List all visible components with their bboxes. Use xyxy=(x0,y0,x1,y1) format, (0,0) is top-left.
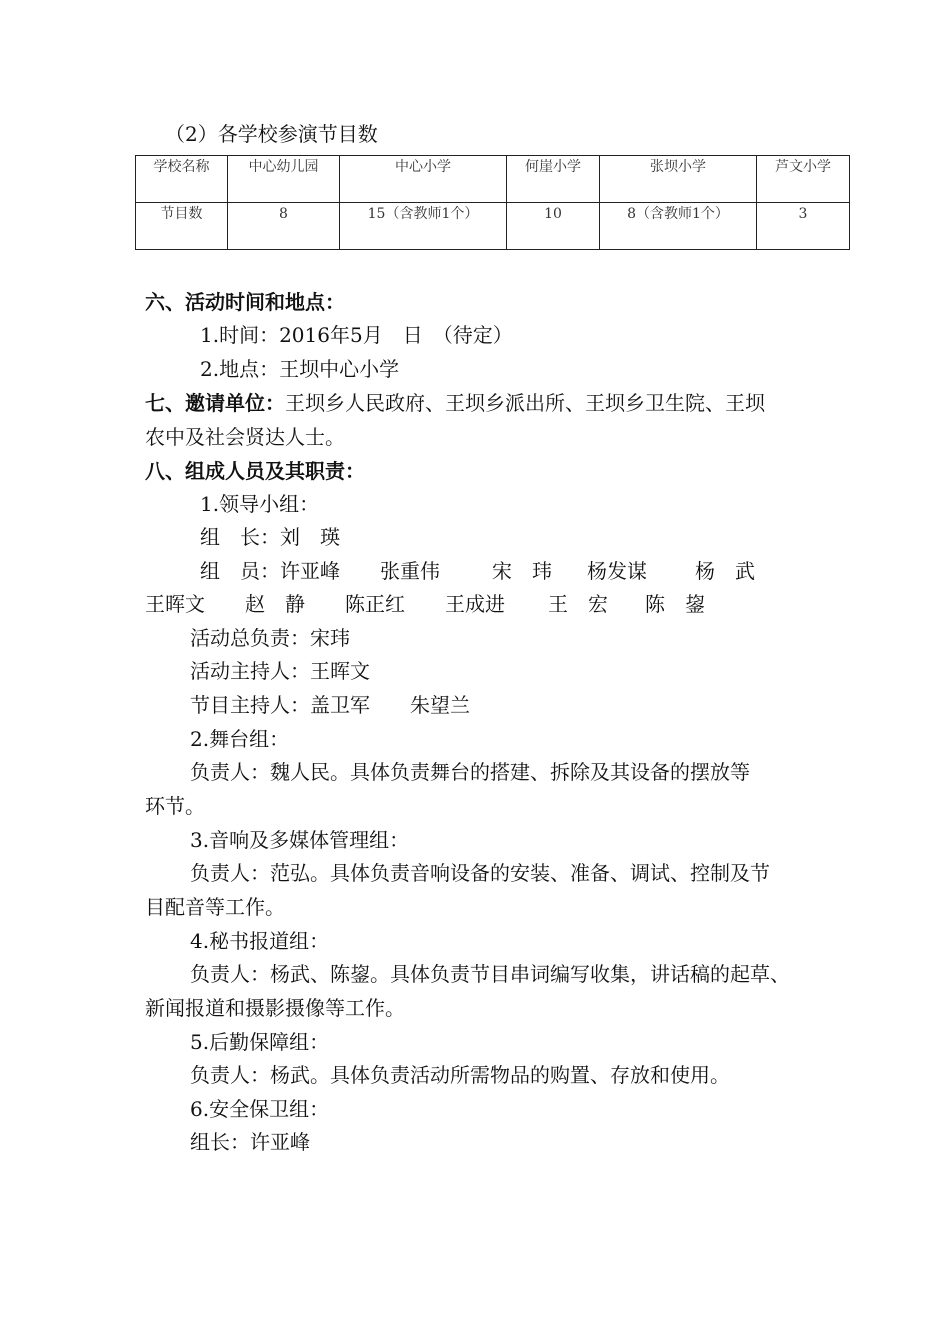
member-name: 杨发谋 xyxy=(587,559,647,583)
table-row xyxy=(136,203,850,250)
member-name: 陈 鋆 xyxy=(645,592,705,616)
table-header-cell: 芦文小学 xyxy=(757,156,850,203)
program-hosts: 节目主持人：盖卫军 朱望兰 xyxy=(190,693,470,717)
member-name: 许亚峰 xyxy=(280,559,340,583)
table-cell: 8（含教师1个） xyxy=(600,203,757,250)
sound-group-title: 3.音响及多媒体管理组： xyxy=(190,828,410,852)
member-name: 宋 玮 xyxy=(492,559,552,583)
sound-group-desc: 负责人：范弘。具体负责音响设备的安装、准备、调试、控制及节 xyxy=(190,861,770,885)
secretary-group-title: 4.秘书报道组： xyxy=(190,929,330,953)
members-label: 组 员： xyxy=(200,559,280,583)
section-6-heading: 六、活动时间和地点： xyxy=(145,290,345,314)
activity-place: 2.地点：王坝中心小学 xyxy=(200,357,400,381)
program-count-table xyxy=(135,155,850,250)
stage-group-title: 2.舞台组： xyxy=(190,727,290,751)
activity-host: 活动主持人：王晖文 xyxy=(190,659,370,683)
section-7-line-1 xyxy=(145,391,765,415)
members-line-1 xyxy=(200,559,755,583)
member-name: 王 宏 xyxy=(548,592,608,616)
section-7-heading: 七、邀请单位： xyxy=(145,391,285,415)
table-header-cell: 何崖小学 xyxy=(507,156,600,203)
logistics-group-desc: 负责人：杨武。具体负责活动所需物品的购置、存放和使用。 xyxy=(190,1063,730,1087)
table-cell: 15（含教师1个） xyxy=(340,203,507,250)
table-header-cell: 学校名称 xyxy=(136,156,228,203)
logistics-group-title: 5.后勤保障组： xyxy=(190,1030,330,1054)
group-leader: 组 长：刘 瑛 xyxy=(200,525,340,549)
table-cell: 10 xyxy=(507,203,600,250)
invited-units: 王坝乡人民政府、王坝乡派出所、王坝乡卫生院、王坝 xyxy=(285,391,765,415)
table-cell: 8 xyxy=(228,203,340,250)
table-title: （2）各学校参演节目数 xyxy=(165,122,378,146)
member-name: 陈正红 xyxy=(345,592,405,616)
member-name: 张重伟 xyxy=(380,559,440,583)
member-name: 杨 武 xyxy=(695,559,755,583)
security-group-leader: 组长：许亚峰 xyxy=(190,1130,310,1154)
table-cell: 3 xyxy=(757,203,850,250)
activity-time: 1.时间：2016年5月 日 （待定） xyxy=(200,323,513,347)
table-header-cell: 张坝小学 xyxy=(600,156,757,203)
stage-group-desc-cont: 环节。 xyxy=(145,794,205,818)
stage-group-desc: 负责人：魏人民。具体负责舞台的搭建、拆除及其设备的摆放等 xyxy=(190,760,750,784)
member-name: 王成进 xyxy=(445,592,505,616)
activity-chief: 活动总负责：宋玮 xyxy=(190,626,350,650)
table-header-cell: 中心小学 xyxy=(340,156,507,203)
table-header-row xyxy=(136,156,850,203)
sound-group-desc-cont: 目配音等工作。 xyxy=(145,895,285,919)
section-8-heading: 八、组成人员及其职责： xyxy=(145,459,365,483)
secretary-group-desc-cont: 新闻报道和摄影摄像等工作。 xyxy=(145,996,405,1020)
leader-group-title: 1.领导小组： xyxy=(200,492,320,516)
members-line-2 xyxy=(145,592,705,616)
member-name: 王晖文 xyxy=(145,592,205,616)
security-group-title: 6.安全保卫组： xyxy=(190,1097,330,1121)
secretary-group-desc: 负责人：杨武、陈鋆。具体负责节目串词编写收集，讲话稿的起草、 xyxy=(190,962,790,986)
table-cell: 节目数 xyxy=(136,203,228,250)
invited-units-cont: 农中及社会贤达人士。 xyxy=(145,425,345,449)
table-header-cell: 中心幼儿园 xyxy=(228,156,340,203)
member-name: 赵 静 xyxy=(245,592,305,616)
